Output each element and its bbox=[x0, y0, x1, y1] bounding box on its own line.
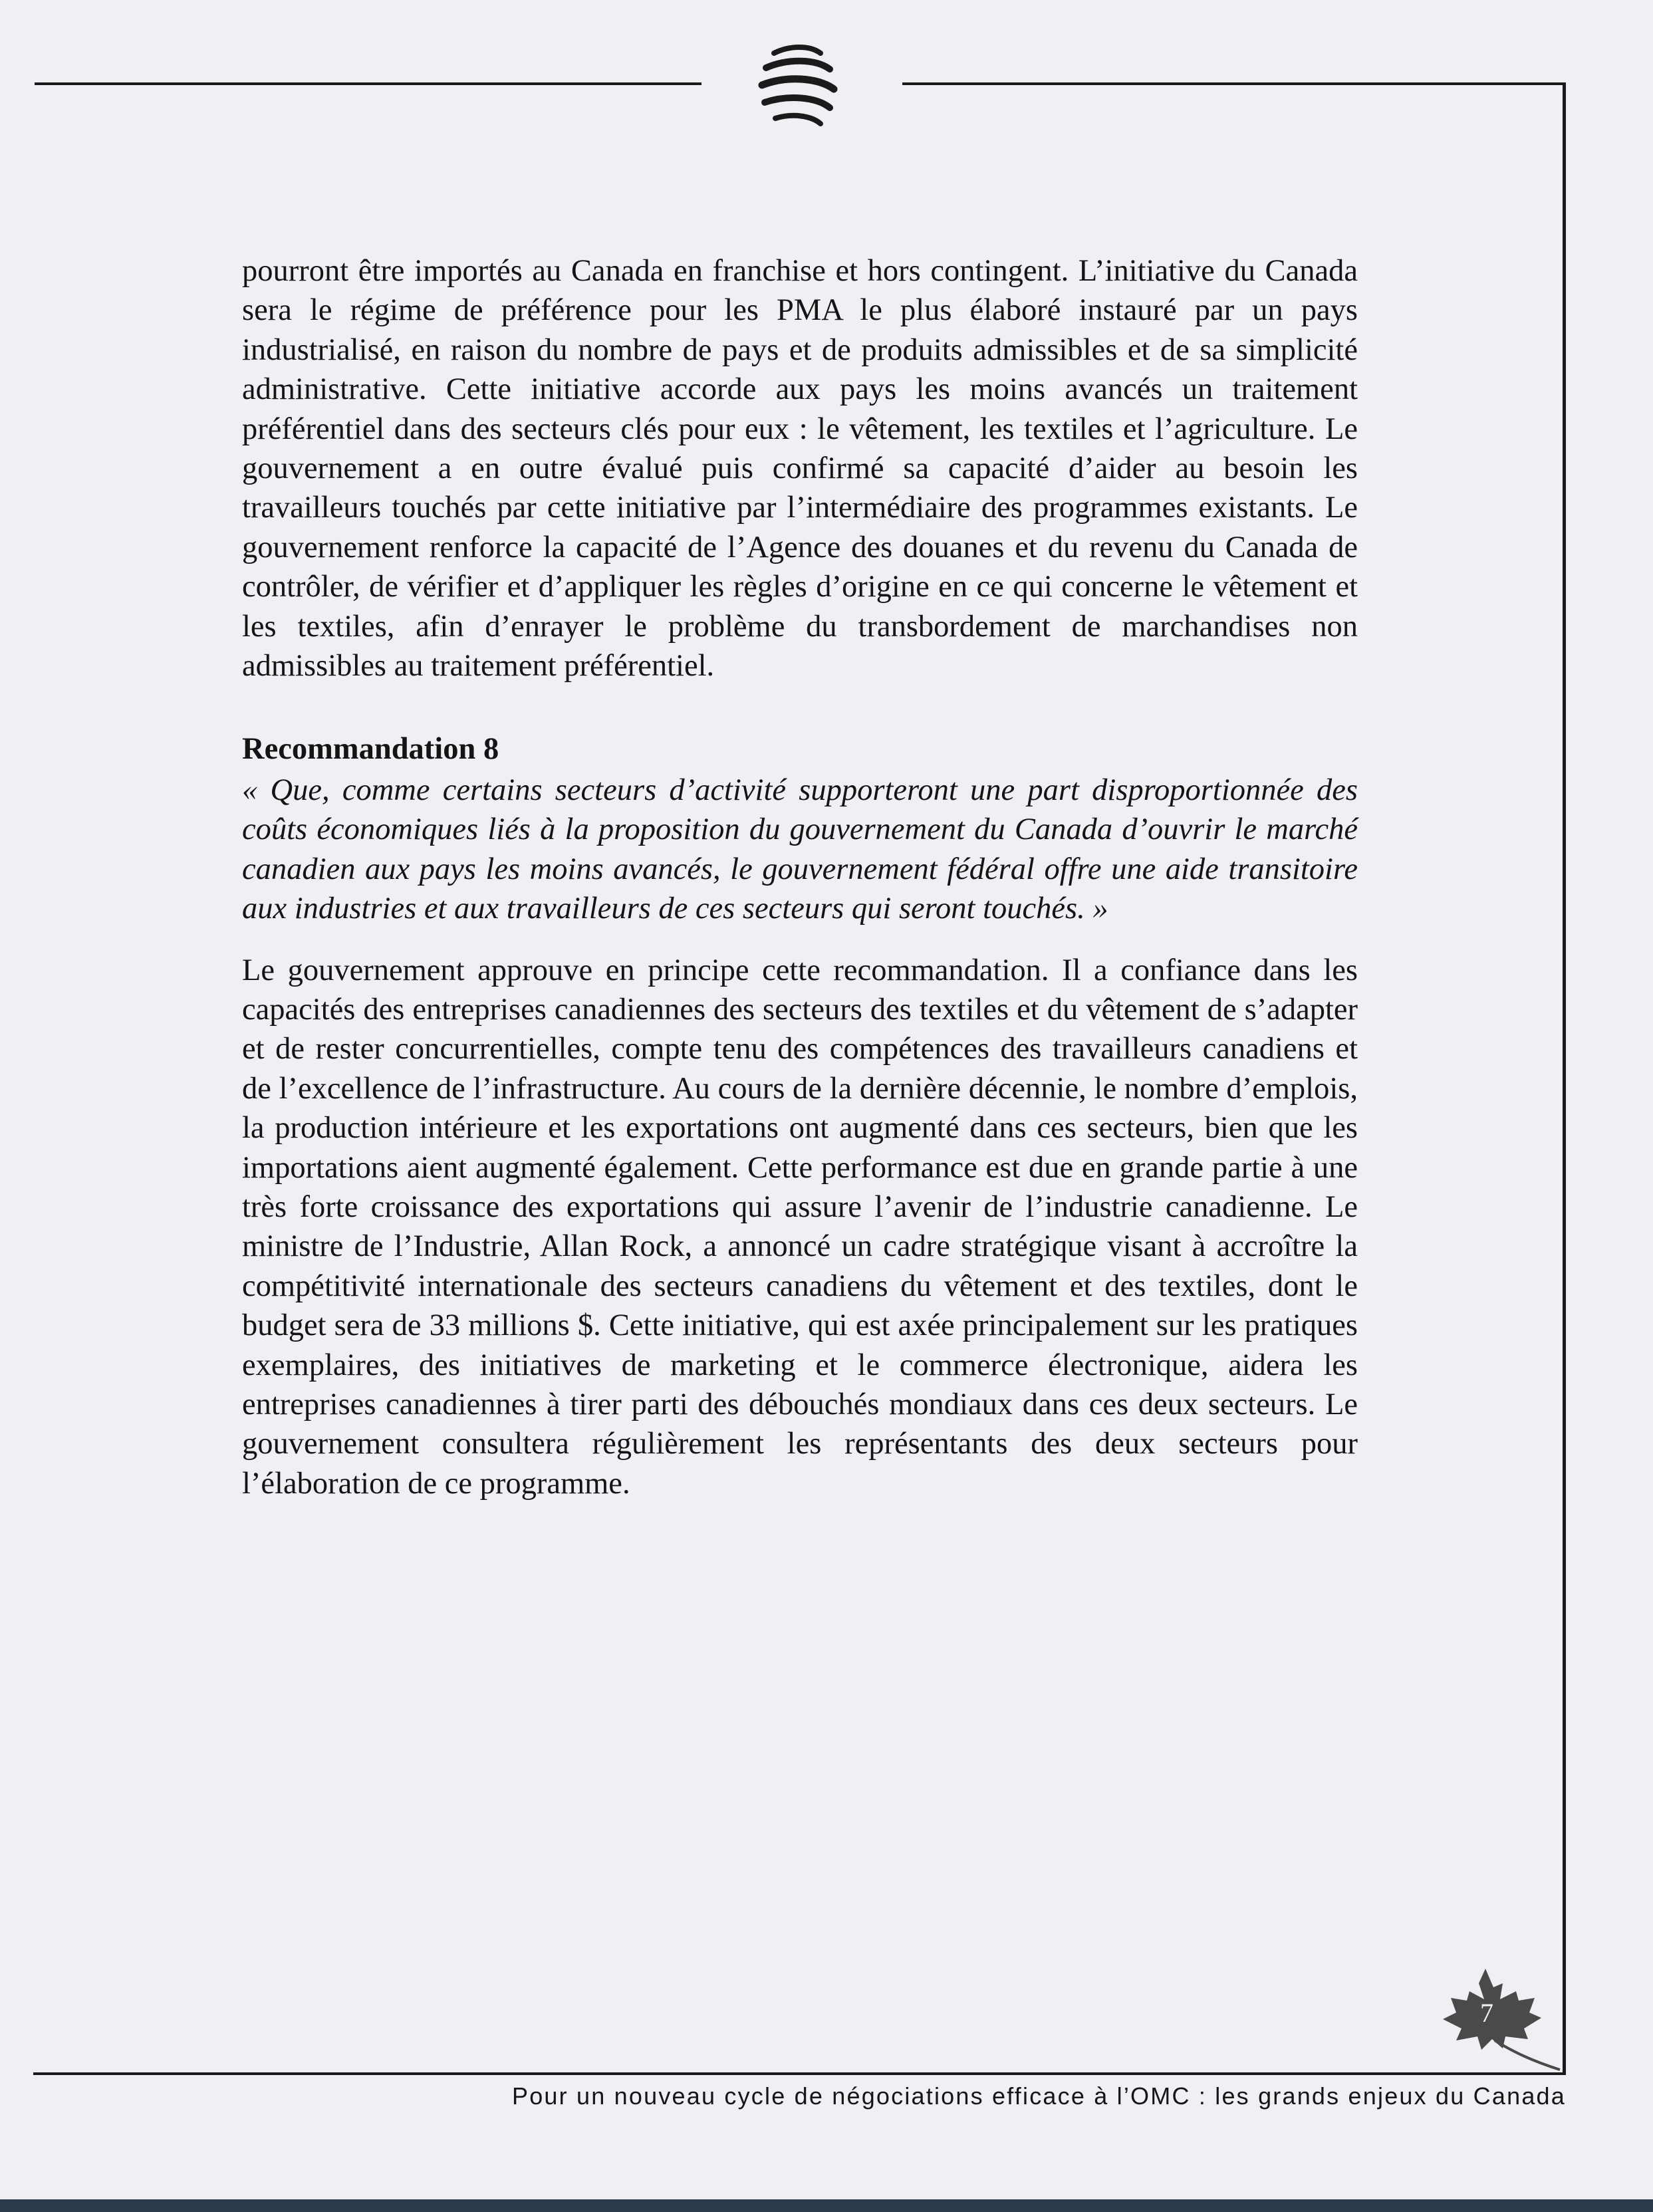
page-number: 7 bbox=[1480, 1998, 1493, 2028]
header-rule-right bbox=[902, 82, 1565, 85]
bottom-edge-strip bbox=[0, 2199, 1653, 2212]
header-rule-left bbox=[35, 82, 701, 85]
footer-rule bbox=[33, 2072, 1566, 2075]
page-border-right bbox=[1563, 82, 1566, 2075]
document-body bbox=[242, 251, 1358, 1503]
recommendation-quote: « Que, comme certains secteurs d’activité supporteront une part disproportionnée des coûts économiques liés à la proposition du gouvernement du Canada d’ouvrir le marché canadien aux pays les moins avancés, le gouvernement fédéral offre une aide transitoire aux industries et aux travailleurs de ces secteurs qui seront touchés. » bbox=[242, 773, 1358, 926]
body-paragraph: pourront être importés au Canada en franchise et hors contingent. L’initiative du Canada sera le régime de préférence pour les PMA le plus élaboré instauré par un pays industrialisé, en raison du nombre de pays et de produits admissibles et de sa simplicité administrative. Cette initiative accorde aux pays les moins avancés un traitement préférentiel dans des secteurs clés pour eux : le vêtement, les textiles et l’agriculture. Le gouvernement a en outre évalué puis confirmé sa capacité d’aider au besoin les travailleurs touchés par cette initiative par l’intermédiaire des programmes existants. Le gouvernement renforce la capacité de l’Agence des douanes et du revenu du Canada de contrôler, de vérifier et d’appliquer les règles d’origine en ce qui concerne le vêtement et les textiles, afin d’enrayer le problème du transbordement de marchandises non admissibles au traitement préférentiel. bbox=[242, 254, 1358, 683]
footer-document-title: Pour un nouveau cycle de négociations efficace à l’OMC : les grands enjeux du Canada bbox=[511, 2082, 1566, 2110]
wto-globe-logo-icon bbox=[751, 39, 851, 132]
government-response-paragraph: Le gouvernement approuve en principe cette recommandation. Il a confiance dans les capacités des entreprises canadiennes des secteurs des textiles et du vêtement de s’adapter et de rester concurrentielles, compte tenu des compétences des travailleurs canadiens et de l’excellence de l’infrastructure. Au cours de la dernière décennie, le nombre d’emplois, la production intérieure et les exportations ont augmenté dans ces secteurs, bien que les importations aient augmenté également. Cette performance est due en grande partie à une très forte croissance des exportations qui assure l’avenir de l’industrie canadienne. Le ministre de l’Industrie, Allan Rock, a annoncé un cadre stratégique visant à accroître la compétitivité internationale des secteurs canadiens du vêtement et des textiles, dont le budget sera de 33 millions $. Cette initiative, qui est axée principalement sur les pratiques exemplaires, des initiatives de marketing et le commerce électronique, aidera les entreprises canadiennes à tirer parti des débouchés mondiaux dans ces deux secteurs. Le gouvernement consultera régulièrement les représentants des deux secteurs pour l’élaboration de ce programme. bbox=[242, 953, 1358, 1501]
recommendation-heading: Recommandation 8 bbox=[242, 732, 499, 767]
